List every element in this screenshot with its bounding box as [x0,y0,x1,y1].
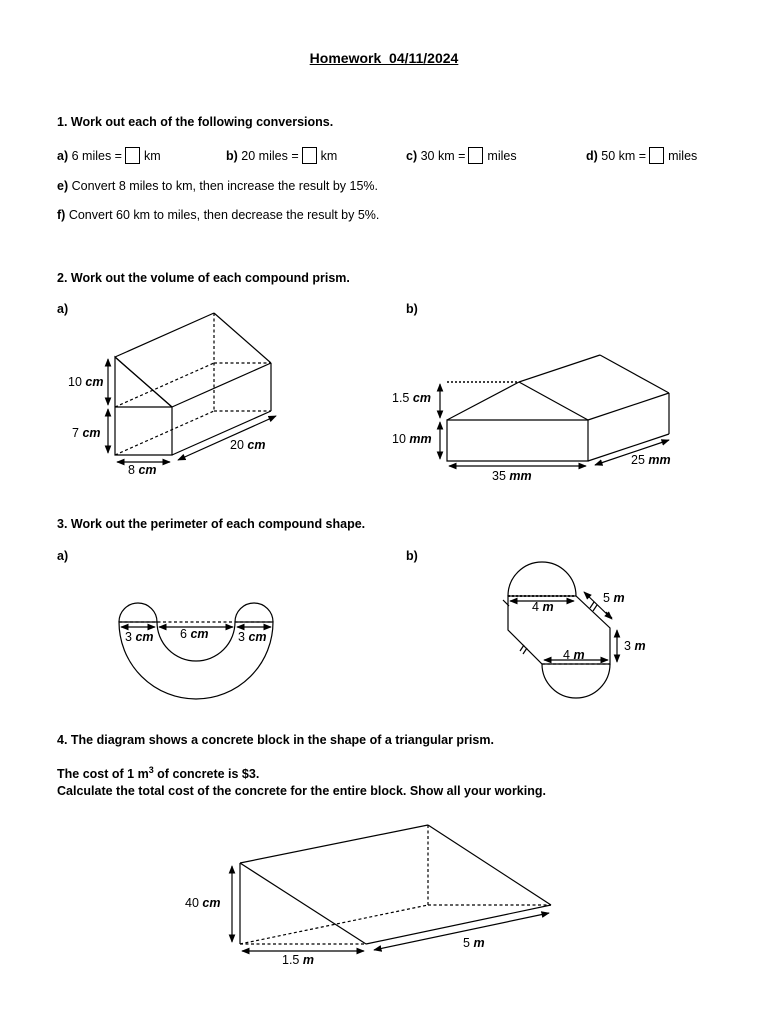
q1-part-a-unit: km [143,149,161,163]
q2b-label-width: 35 mm [492,469,532,483]
q2a-label-length: 20 cm [230,438,266,452]
q2a-label-upper: 10 cm [68,375,104,389]
q1-part-c-text: 30 km = [420,149,466,163]
q3b-label-slant: 5 m [603,591,625,605]
q4-label-length: 5 m [463,936,485,950]
q3-heading: 3. Work out the perimeter of each compound shape. [57,517,366,531]
q3a-shape-diagram [119,603,273,699]
q2b-label-height: 10 mm [392,432,432,446]
q1-part-a-text: 6 miles = [71,149,122,163]
q2b-prism-diagram [440,355,669,466]
q3a-label-right: 3 cm [238,630,267,644]
q1-part-b-label: b) [226,149,238,163]
q1-part-d-label: d) [586,149,598,163]
q1-part-b-unit: km [320,149,338,163]
q1-part-a-label: a) [57,149,69,163]
q1-part-c-unit: miles [487,149,517,163]
q4-instruction: Calculate the total cost of the concrete for the entire block. Show all your working. [57,784,546,798]
q4-label-base: 1.5 m [282,953,314,967]
q4-cost-sup: 3 [148,765,154,775]
q1-part-b-text: 20 miles = [241,149,299,163]
q1-part-d-unit: miles [668,149,698,163]
q2b-label-roof: 1.5 cm [392,391,431,405]
q4-prism-diagram [232,825,551,951]
q1-part-e-label: e) [57,179,69,193]
q4-cost-prefix: The cost of 1 m [57,767,149,782]
q3-a-label: a) [57,549,69,563]
q2-heading: 2. Work out the volume of each compound prism. [57,271,350,285]
q2-a-label: a) [57,302,69,316]
q3b-label-bottom: 4 m [563,648,585,662]
q2a-label-width: 8 cm [128,463,157,477]
q4-heading: 4. The diagram shows a concrete block in the shape of a triangular prism. [57,733,494,747]
q2b-label-depth: 25 mm [631,453,671,467]
q1-part-e-text: Convert 8 miles to km, then increase the result by 15%. [71,179,378,193]
q2-b-label: b) [406,302,418,316]
page-title: Homework_04/11/2024 [309,50,459,66]
q4-label-height: 40 cm [185,896,221,910]
q1-part-f-label: f) [57,208,66,222]
q1-heading: 1. Work out each of the following conversions. [57,115,334,129]
q1-part-d-text: 50 km = [601,149,647,163]
q3b-label-side: 3 m [624,639,646,653]
q3b-label-top: 4 m [532,600,554,614]
q3b-shape-diagram [503,562,617,698]
q3-b-label: b) [406,549,418,563]
q4-cost-suffix: of concrete is $3. [153,767,260,782]
q1-part-f-text: Convert 60 km to miles, then decrease the result by 5%. [68,208,380,222]
q3a-label-middle: 6 cm [180,627,209,641]
q1-part-c-label: c) [406,149,418,163]
q2a-label-lower: 7 cm [72,426,101,440]
q3a-label-left: 3 cm [125,630,154,644]
